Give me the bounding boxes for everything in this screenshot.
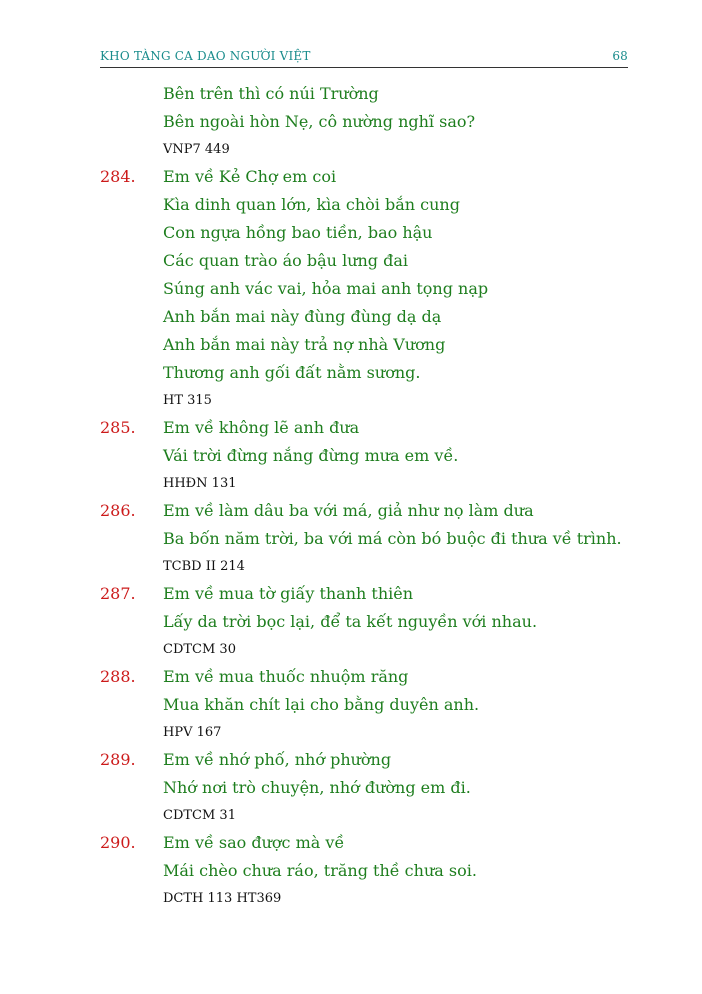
verse-number: 284. (100, 167, 136, 186)
verse-line: Mái chèo chưa ráo, trăng thề chưa soi. (163, 861, 477, 880)
verse-line: Con ngựa hồng bao tiền, bao hậu (163, 223, 433, 242)
verse-text: Em về không lẽ anh đưa (163, 418, 360, 437)
verse-number: 286. (100, 501, 136, 520)
verse-line: Nhớ nơi trò chuyện, nhớ đường em đi. (163, 778, 471, 797)
verse-source: CDTCM 31 (163, 808, 236, 823)
verse-number: 285. (100, 418, 136, 437)
verse-text: Em về Kẻ Chợ em coi (163, 167, 337, 186)
verse-entry (0, 497, 702, 580)
verse-line: Thương anh gối đất nằm sương. (163, 363, 421, 382)
verse-number: 288. (100, 667, 136, 686)
verse-list (0, 80, 702, 912)
verse-entry (0, 80, 702, 163)
page-header (100, 49, 628, 68)
verse-number: 287. (100, 584, 136, 603)
verse-entry (0, 663, 702, 746)
verse-line: Các quan trào áo bậu lưng đai (163, 251, 409, 270)
verse-line (0, 497, 702, 525)
verse-line: Anh bắn mai này trả nợ nhà Vương (163, 335, 446, 354)
page-number: 68 (612, 49, 628, 63)
verse-entry (0, 746, 702, 829)
verse-entry (0, 829, 702, 912)
verse-line (0, 663, 702, 691)
verse-source: DCTH 113 HT369 (163, 891, 282, 906)
verse-source: HPV 167 (163, 725, 222, 740)
verse-text: Em về làm dâu ba với má, giả như nọ làm dưa (163, 501, 534, 520)
verse-line (0, 163, 702, 191)
verse-number: 289. (100, 750, 136, 769)
verse-entry (0, 163, 702, 414)
verse-line (0, 580, 702, 608)
verse-source: VNP7 449 (163, 142, 230, 157)
verse-line: Anh bắn mai này đùng đùng dạ dạ (163, 307, 442, 326)
verse-text: Em về sao được mà về (163, 833, 345, 852)
verse-line (0, 414, 702, 442)
verse-line: Bên trên thì có núi Trường (163, 84, 379, 103)
verse-line: Bên ngoài hòn Nẹ, cô nường nghĩ sao? (163, 112, 476, 131)
verse-line: Lấy da trời bọc lại, để ta kết nguyền với nhau. (163, 612, 538, 631)
verse-source: TCBD II 214 (163, 559, 245, 574)
verse-line: Súng anh vác vai, hỏa mai anh tọng nạp (163, 279, 489, 298)
verse-line: Mua khăn chít lại cho bằng duyên anh. (163, 695, 480, 714)
book-title: KHO TÀNG CA DAO NGƯỜI VIỆT (100, 49, 311, 63)
verse-text: Em về mua tờ giấy thanh thiên (163, 584, 414, 603)
verse-line: Kìa dinh quan lớn, kìa chòi bắn cung (163, 195, 460, 214)
verse-line (0, 829, 702, 857)
verse-number: 290. (100, 833, 136, 852)
verse-entry (0, 580, 702, 663)
verse-entry (0, 414, 702, 497)
verse-line: Vái trời đừng nắng đừng mưa em về. (163, 446, 459, 465)
verse-text: Em về nhớ phố, nhớ phường (163, 750, 392, 769)
verse-line: Ba bốn năm trời, ba với má còn bó buộc đi thưa về trình. (163, 529, 622, 548)
verse-source: HT 315 (163, 393, 212, 408)
verse-text: Em về mua thuốc nhuộm răng (163, 667, 409, 686)
verse-line (0, 746, 702, 774)
verse-source: CDTCM 30 (163, 642, 236, 657)
verse-source: HHĐN 131 (163, 476, 237, 491)
